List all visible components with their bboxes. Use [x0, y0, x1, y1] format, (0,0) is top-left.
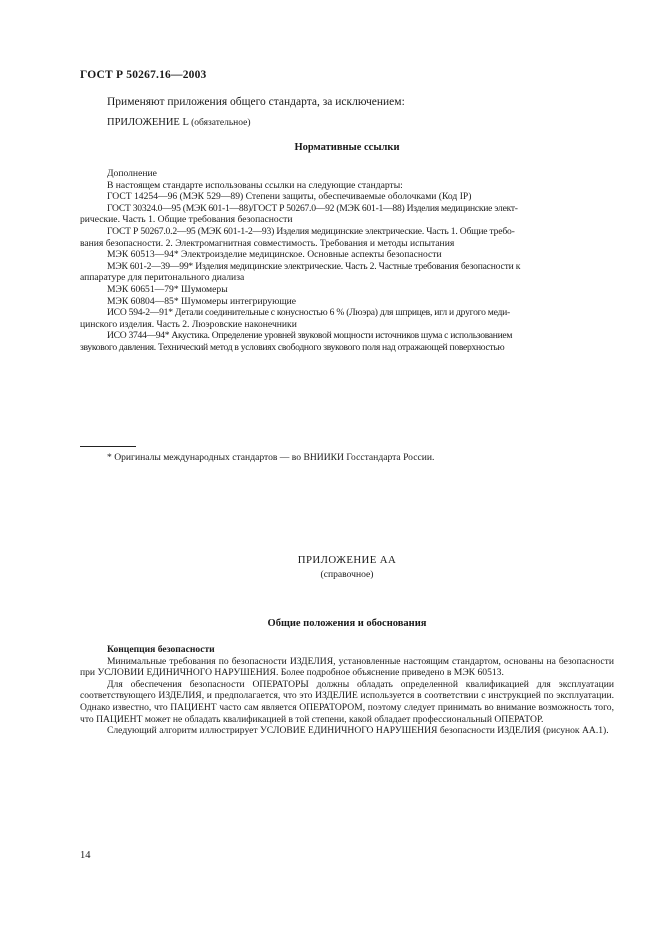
refs-line: цинского изделия. Часть 2. Люэровские наконечники — [80, 318, 297, 330]
document-header: ГОСТ Р 50267.16—2003 — [80, 69, 207, 81]
refs-line: МЭК 60651—79* Шумомеры — [107, 283, 228, 295]
refs-line: ИСО 3744—94* Акустика. Определение уровней звуковой мощности источников шума с использованием — [107, 330, 513, 342]
refs-line: ГОСТ 14254—96 (МЭК 529—89) Степени защиты, обеспечиваемые оболочками (Код IP) — [107, 191, 472, 203]
refs-line: МЭК 60804—85* Шумомеры интегрирующие — [107, 295, 297, 307]
annex-l-type: (обязательное) — [191, 118, 251, 128]
appendix-aa-body — [80, 644, 614, 737]
refs-line: В настоящем стандарте использованы ссылки на следующие стандарты: — [107, 179, 403, 191]
normative-refs-list — [80, 168, 614, 354]
footnote: * Оригиналы международных стандартов — во ВНИИКИ Госстандарта России. — [107, 452, 435, 463]
annex-l-label — [107, 117, 251, 128]
appendix-aa-type: (справочное) — [320, 569, 374, 580]
refs-line: рические. Часть 1. Общие требования безопасности — [80, 214, 293, 226]
footnote-divider — [80, 446, 136, 447]
subhead-safety-concept: Концепция безопасности — [107, 644, 215, 655]
annex-l-name: ПРИЛОЖЕНИЕ L — [107, 117, 189, 128]
refs-line: вания безопасности. 2. Электромагнитная совместимость. Требования и методы испытания — [80, 237, 455, 249]
page-number: 14 — [80, 850, 91, 861]
paragraph: Для обеспечения безопасности ОПЕРАТОРЫ должны обладать определенной квалификацией для эксплуатации соответствующего ИЗДЕЛИЯ, и предполагается, что это ИЗДЕЛИЕ используется в соответствии с инструкцией по эксплуатации. Однако известно, что ПАЦИЕНТ часто сам является ОПЕРАТОРОМ, поэтому следует принимать во внимание возможность того, что ПАЦИЕНТ может не обладать квалификацией в той степени, какой обладает профессиональный ОПЕРАТОР. — [80, 678, 614, 725]
refs-line: МЭК 601-2—39—99* Изделия медицинские электрические. Часть 2. Частные требования безопасности к — [107, 260, 521, 272]
refs-line: МЭК 60513—94* Электроизделие медицинское. Основные аспекты безопасности — [107, 249, 442, 261]
refs-line: ГОСТ Р 50267.0.2—95 (МЭК 601-1-2—93) Изделия медицинские электрические. Часть 1. Общие требо- — [107, 225, 515, 237]
refs-line: ИСО 594-2—91* Детали соединительные с конусностью 6 % (Люэра) для шприцев, игл и другого меди- — [107, 307, 510, 319]
section-title-normative-refs: Нормативные ссылки — [294, 142, 400, 153]
paragraph: Минимальные требования по безопасности ИЗДЕЛИЯ, установленные настоящим стандартом, основаны на безопасности при УСЛОВИИ ЕДИНИЧНОГО НАРУШЕНИЯ. Более подробное объяснение приведено в МЭК 60513. — [80, 655, 614, 679]
refs-line: ГОСТ 30324.0—95 (МЭК 601-1—88)/ГОСТ Р 50267.0—92 (МЭК 601-1—88) Изделия медицинские элект- — [107, 202, 518, 214]
intro-text: Применяют приложения общего стандарта, за исключением: — [107, 96, 405, 108]
refs-line: звукового давления. Технический метод в условиях свободного звукового поля над отражающей поверхностью — [80, 341, 505, 353]
paragraph: Следующий алгоритм иллюстрирует УСЛОВИЕ ЕДИНИЧНОГО НАРУШЕНИЯ безопасности ИЗДЕЛИЯ (рисунок АА.1). — [107, 725, 609, 737]
appendix-aa-label: ПРИЛОЖЕНИЕ АА — [297, 554, 397, 566]
appendix-aa-title: Общие положения и обоснования — [267, 618, 427, 629]
refs-line: Дополнение — [107, 168, 157, 179]
refs-line: аппаратуре для перитонального диализа — [80, 272, 245, 284]
